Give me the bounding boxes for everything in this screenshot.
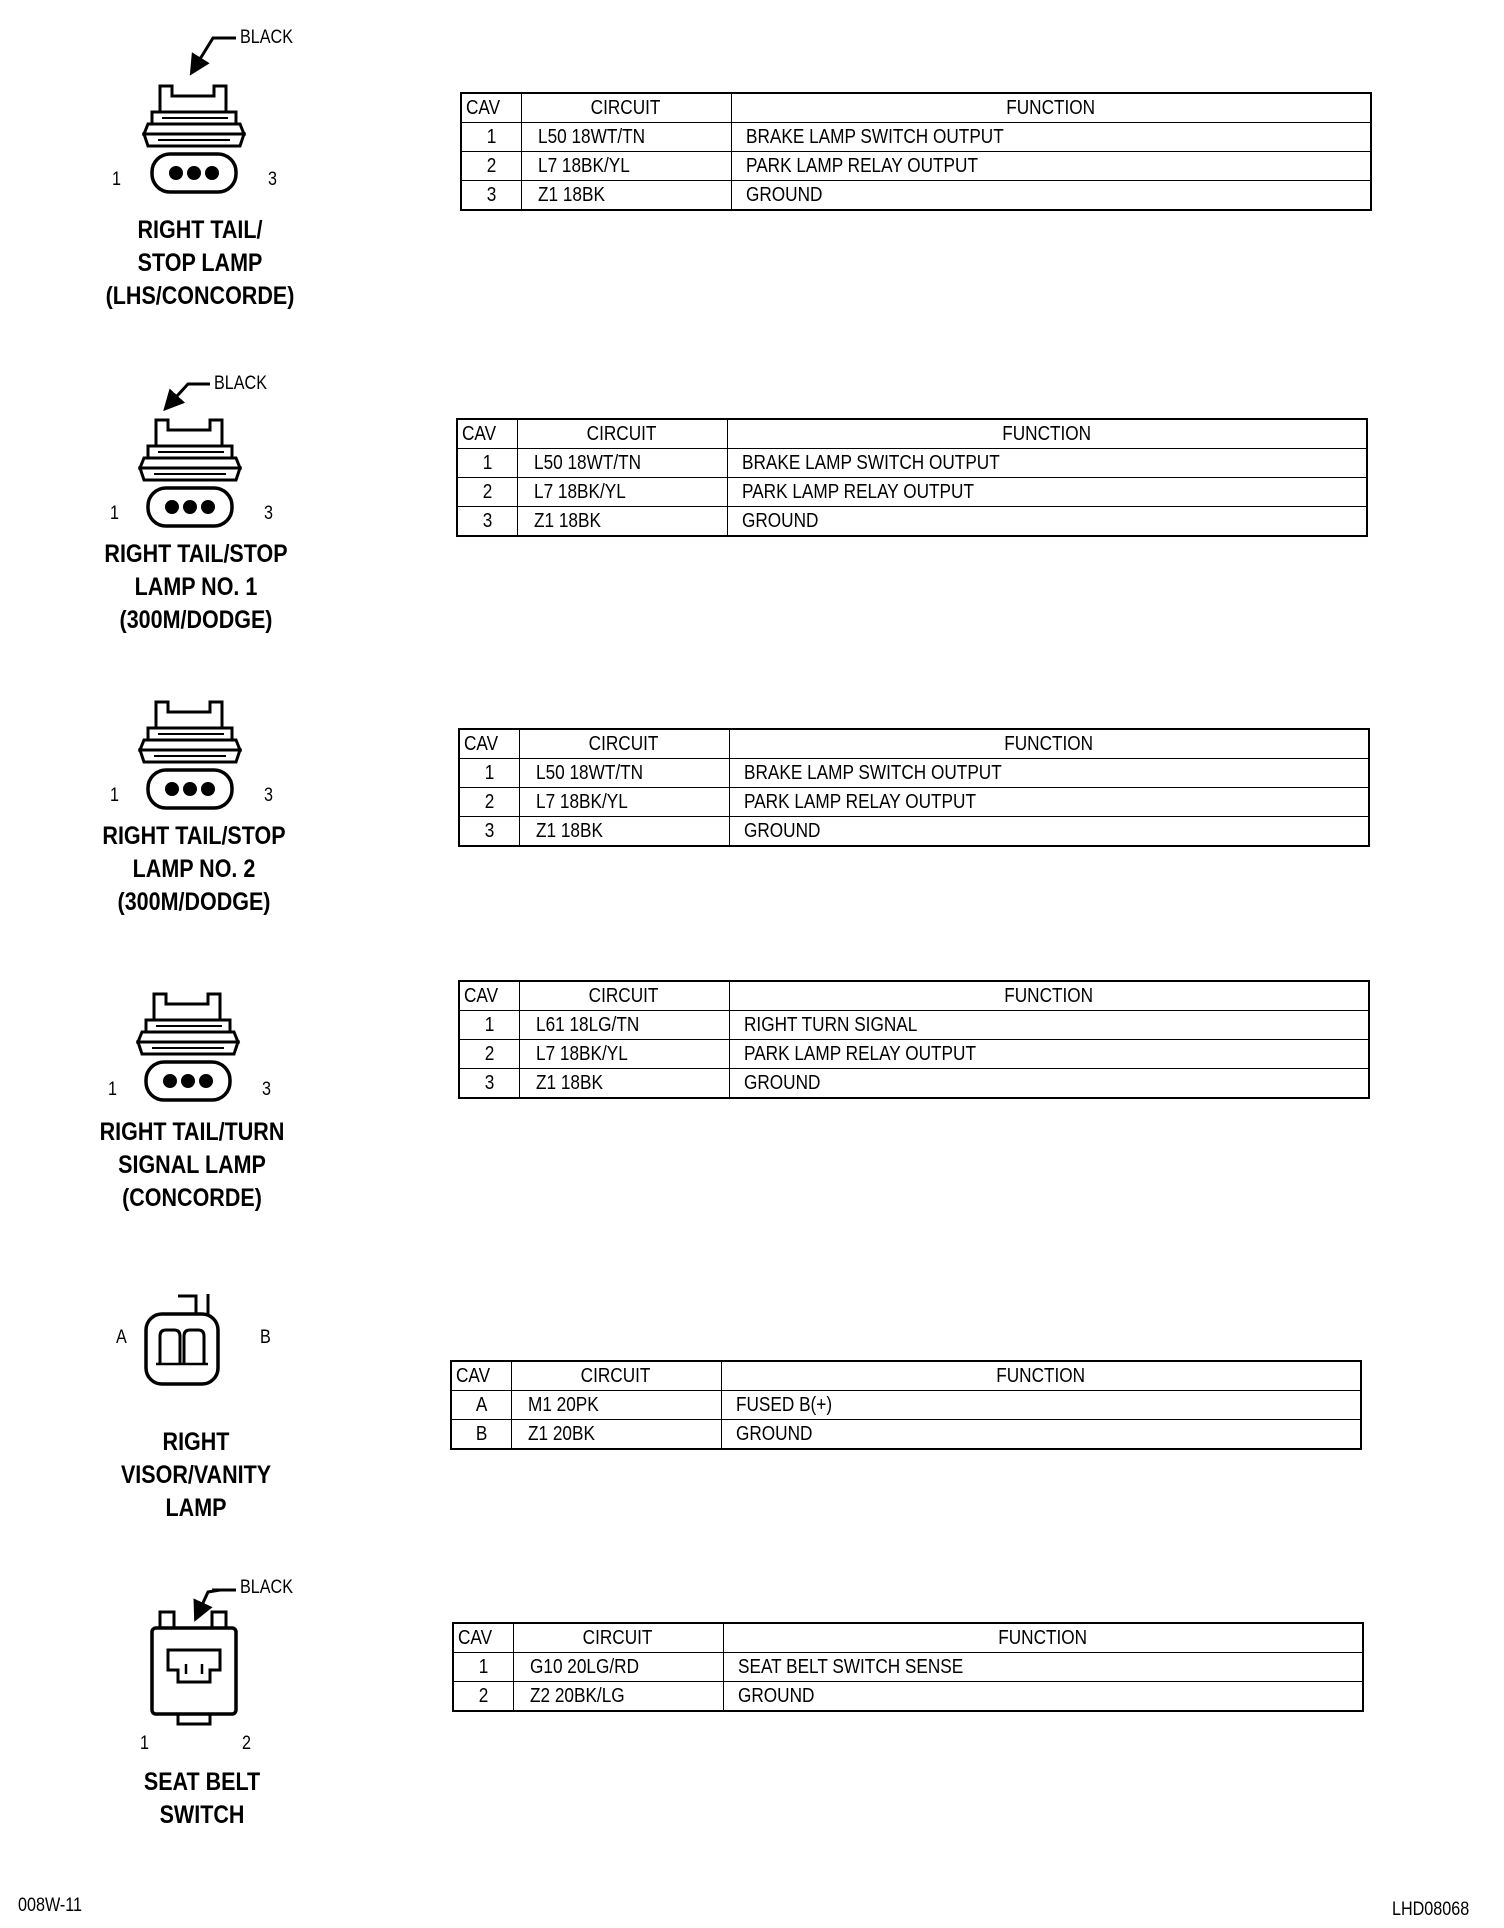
connector-icon	[100, 1570, 400, 1760]
pin-label-left: 1	[140, 1733, 149, 1754]
circuit-header: CIRCUIT	[519, 729, 729, 759]
pin-table	[458, 728, 1370, 847]
pin-label-right: 2	[242, 1733, 251, 1754]
connector-title	[90, 1766, 314, 1832]
table-row	[451, 1420, 1361, 1450]
function-cell: FUSED B(+)	[721, 1391, 1361, 1420]
connector-right-tail-turn-signal-lamp	[100, 984, 400, 1244]
cav-header: CAV	[461, 93, 521, 123]
pin-label-left: 1	[110, 503, 119, 524]
connector-title	[80, 1116, 304, 1215]
function-header: FUNCTION	[729, 981, 1369, 1011]
table-row	[453, 1653, 1363, 1682]
arrow-icon	[192, 38, 236, 72]
function-cell: PARK LAMP RELAY OUTPUT	[729, 788, 1369, 817]
cav-header: CAV	[459, 981, 519, 1011]
pin-label-right: 3	[264, 503, 273, 524]
table-header-row	[461, 93, 1371, 123]
cav-header: CAV	[453, 1623, 513, 1653]
table-header-row	[453, 1623, 1363, 1653]
table-header-row	[451, 1361, 1361, 1391]
connector-title-line: SWITCH	[159, 1801, 245, 1829]
cav-cell: B	[451, 1420, 511, 1450]
table-row	[459, 788, 1369, 817]
function-cell: PARK LAMP RELAY OUTPUT	[729, 1040, 1369, 1069]
connector-title-line: LAMP	[165, 1494, 227, 1522]
pin-label-left: 1	[112, 169, 121, 190]
pin-label-right: 3	[262, 1079, 271, 1100]
connector-title-line: STOP LAMP	[137, 249, 263, 277]
function-cell: GROUND	[731, 181, 1371, 211]
function-cell: GROUND	[729, 817, 1369, 847]
table-row	[461, 181, 1371, 211]
function-header: FUNCTION	[727, 419, 1367, 449]
function-cell: BRAKE LAMP SWITCH OUTPUT	[731, 123, 1371, 152]
connector-title-line: VISOR/VANITY	[120, 1461, 272, 1489]
cav-cell: 3	[461, 181, 521, 211]
connector-title-line: RIGHT	[162, 1428, 230, 1456]
function-cell: BRAKE LAMP SWITCH OUTPUT	[727, 449, 1367, 478]
function-cell: PARK LAMP RELAY OUTPUT	[731, 152, 1371, 181]
circuit-cell: L7 18BK/YL	[517, 478, 727, 507]
cav-cell: 2	[461, 152, 521, 181]
cav-cell: 3	[459, 1069, 519, 1099]
circuit-cell: Z1 18BK	[521, 181, 731, 211]
function-cell: GROUND	[723, 1682, 1363, 1712]
function-header: FUNCTION	[731, 93, 1371, 123]
pin-table	[450, 1360, 1362, 1450]
table-row	[459, 759, 1369, 788]
cav-cell: 2	[453, 1682, 513, 1712]
function-cell: GROUND	[727, 507, 1367, 537]
cav-cell: 3	[457, 507, 517, 537]
cav-cell: 1	[461, 123, 521, 152]
pin-table	[456, 418, 1368, 537]
function-header: FUNCTION	[729, 729, 1369, 759]
connector-title-line: (300M/DODGE)	[117, 888, 271, 916]
footer-figure-id: LHD08068	[1392, 1899, 1470, 1920]
circuit-cell: L7 18BK/YL	[521, 152, 731, 181]
table-row	[459, 1069, 1369, 1099]
circuit-cell: Z1 20BK	[511, 1420, 721, 1450]
table-header-row	[459, 981, 1369, 1011]
function-cell: GROUND	[721, 1420, 1361, 1450]
connector-title-line: RIGHT TAIL/TURN	[99, 1118, 285, 1146]
footer-page-code: 008W-11	[18, 1895, 83, 1916]
table-row	[459, 1040, 1369, 1069]
circuit-header: CIRCUIT	[517, 419, 727, 449]
pin-table	[460, 92, 1372, 211]
connector-title-line: LAMP NO. 1	[134, 573, 258, 601]
connector-right-tail-stop-lamp-no-2	[100, 690, 400, 950]
color-label: BLACK	[240, 1577, 293, 1598]
table-header-row	[459, 729, 1369, 759]
arrow-icon	[196, 1590, 236, 1618]
color-label: BLACK	[240, 27, 293, 48]
table-row	[457, 507, 1367, 537]
cav-cell: 2	[459, 1040, 519, 1069]
connector-icon	[100, 20, 400, 220]
pin-table	[452, 1622, 1364, 1712]
connector-title-line: (LHS/CONCORDE)	[105, 282, 295, 310]
function-cell: RIGHT TURN SIGNAL	[729, 1011, 1369, 1040]
pin-label-left: 1	[110, 785, 119, 806]
arrow-icon	[166, 384, 210, 408]
cav-cell: 1	[459, 1011, 519, 1040]
connector-title-line: RIGHT TAIL/STOP	[104, 540, 288, 568]
function-cell: SEAT BELT SWITCH SENSE	[723, 1653, 1363, 1682]
connector-title-line: RIGHT TAIL/STOP	[102, 822, 286, 850]
connector-icon	[100, 1290, 400, 1420]
circuit-cell: M1 20PK	[511, 1391, 721, 1420]
table-row	[451, 1391, 1361, 1420]
pin-label-right: 3	[268, 169, 277, 190]
function-header: FUNCTION	[721, 1361, 1361, 1391]
connector-title	[84, 538, 308, 637]
function-cell: GROUND	[729, 1069, 1369, 1099]
cav-header: CAV	[451, 1361, 511, 1391]
connector-title-line: SEAT BELT	[143, 1768, 261, 1796]
function-cell: BRAKE LAMP SWITCH OUTPUT	[729, 759, 1369, 788]
connector-title-line: RIGHT TAIL/	[137, 216, 263, 244]
circuit-header: CIRCUIT	[511, 1361, 721, 1391]
cav-cell: 2	[457, 478, 517, 507]
circuit-cell: Z1 18BK	[517, 507, 727, 537]
circuit-header: CIRCUIT	[513, 1623, 723, 1653]
cav-cell: 3	[459, 817, 519, 847]
circuit-cell: L50 18WT/TN	[521, 123, 731, 152]
table-row	[461, 123, 1371, 152]
cav-cell: 2	[459, 788, 519, 817]
circuit-cell: Z1 18BK	[519, 817, 729, 847]
circuit-cell: L50 18WT/TN	[517, 449, 727, 478]
circuit-cell: Z2 20BK/LG	[513, 1682, 723, 1712]
table-row	[461, 152, 1371, 181]
connector-title-line: LAMP NO. 2	[132, 855, 256, 883]
pin-label-left: A	[116, 1327, 127, 1348]
pin-table	[458, 980, 1370, 1099]
cav-header: CAV	[459, 729, 519, 759]
connector-seat-belt-switch	[100, 1570, 400, 1840]
table-header-row	[457, 419, 1367, 449]
cav-cell: 1	[457, 449, 517, 478]
circuit-cell: Z1 18BK	[519, 1069, 729, 1099]
connector-title	[84, 1426, 308, 1525]
circuit-header: CIRCUIT	[519, 981, 729, 1011]
color-label: BLACK	[214, 373, 267, 394]
circuit-header: CIRCUIT	[521, 93, 731, 123]
connector-title-line: (300M/DODGE)	[119, 606, 273, 634]
table-row	[457, 478, 1367, 507]
function-cell: PARK LAMP RELAY OUTPUT	[727, 478, 1367, 507]
cav-cell: 1	[453, 1653, 513, 1682]
pin-label-left: 1	[108, 1079, 117, 1100]
circuit-cell: L7 18BK/YL	[519, 1040, 729, 1069]
table-row	[457, 449, 1367, 478]
table-row	[459, 817, 1369, 847]
connector-right-visor-vanity-lamp	[100, 1290, 400, 1550]
connector-title	[88, 214, 312, 313]
cav-cell: 1	[459, 759, 519, 788]
function-header: FUNCTION	[723, 1623, 1363, 1653]
connector-title-line: SIGNAL LAMP	[118, 1151, 266, 1179]
connector-right-tail-stop-lamp-lhs-concorde	[100, 20, 400, 320]
circuit-cell: G10 20LG/RD	[513, 1653, 723, 1682]
circuit-cell: L61 18LG/TN	[519, 1011, 729, 1040]
connector-right-tail-stop-lamp-no-1	[100, 368, 400, 668]
pin-label-right: 3	[264, 785, 273, 806]
pin-label-right: B	[260, 1327, 271, 1348]
connector-title	[82, 820, 306, 919]
cav-cell: A	[451, 1391, 511, 1420]
circuit-cell: L7 18BK/YL	[519, 788, 729, 817]
connector-title-line: (CONCORDE)	[122, 1184, 262, 1212]
table-row	[453, 1682, 1363, 1712]
table-row	[459, 1011, 1369, 1040]
cav-header: CAV	[457, 419, 517, 449]
circuit-cell: L50 18WT/TN	[519, 759, 729, 788]
